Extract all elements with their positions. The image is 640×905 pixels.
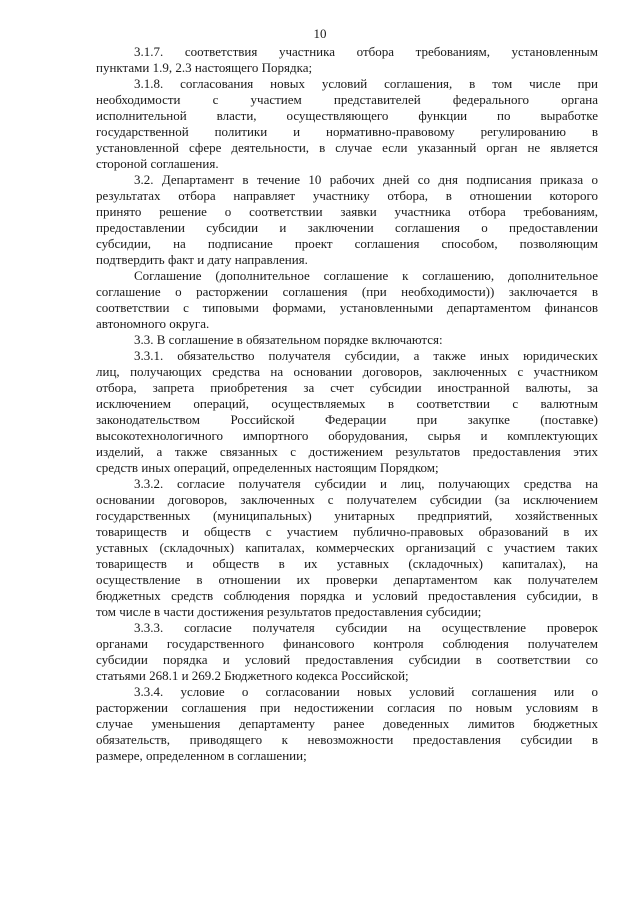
text-line: 3.3. В соглашение в обязательном порядке включаются: <box>134 332 443 347</box>
text-line: обязательств, приводящего к невозможности предоставления субсидии в <box>96 732 598 747</box>
text-line: 3.1.8. согласования новых условий соглашения, в том числе при <box>134 76 598 91</box>
text-line: законодательством Российской Федерации при закупке (поставке) <box>96 412 598 427</box>
text-line: уставных (складочных) капиталах, коммерческих организаций с участием таких <box>96 540 598 555</box>
text-line: товариществ и обществ в их уставных (складочных) капиталах), на <box>96 556 598 571</box>
text-line: изделий, а также связанных с достижением результатов предоставления этих <box>96 444 598 459</box>
text-line: предоставлении субсидии и заключении соглашения о предоставлении <box>96 220 598 235</box>
text-line: 3.1.7. соответствия участника отбора требованиям, установленным <box>134 44 598 59</box>
text-line: принято решение о соответствии заявки участника отбора требованиям, <box>96 204 598 219</box>
text-line: исполнительной власти, осуществляющего функции по выработке <box>96 108 598 123</box>
text-line: случае уменьшения департаменту ранее доведенных лимитов бюджетных <box>96 716 598 731</box>
text-line: необходимости с участием представителей федерального органа <box>96 92 598 107</box>
text-line: пунктами 1.9, 2.3 настоящего Порядка; <box>96 60 313 75</box>
text-line: подтвердить факт и дату направления. <box>96 252 308 267</box>
text-line: Соглашение (дополнительное соглашение к соглашению, дополнительное <box>134 268 598 283</box>
text-line: соответствии с типовыми формами, установленными департаментом финансов <box>96 300 598 315</box>
text-line: средств иных операций, определенных настоящим Порядком; <box>96 460 439 475</box>
text-line: отбора, запрета приобретения за счет субсидии иностранной валюты, за <box>96 380 598 395</box>
text-line: исключением операций, осуществляемых в соответствии с валютным <box>96 396 598 411</box>
text-line: 3.3.2. согласие получателя субсидии и лиц, получающих средства на <box>134 476 598 491</box>
text-line: соглашение о расторжении соглашения (при необходимости)) заключается в <box>96 284 598 299</box>
text-line: результатах отбора направляет участнику отбора, в отношении которого <box>96 188 598 203</box>
text-line: автономного округа. <box>96 316 210 331</box>
text-line: государственной политики и нормативно-правовому регулированию в <box>96 124 598 139</box>
text-line: 3.3.3. согласие получателя субсидии на осуществление проверок <box>134 620 598 635</box>
text-line: субсидии, на подписание проект соглашения способом, позволяющим <box>96 236 598 251</box>
text-line: 3.3.1. обязательство получателя субсидии, а также иных юридических <box>134 348 598 363</box>
text-line: установленной сфере деятельности, в случае если указанный орган не является <box>96 140 598 155</box>
text-line: стороной соглашения. <box>96 156 219 171</box>
text-line: государственных (муниципальных) унитарных предприятий, хозяйственных <box>96 508 598 523</box>
text-line: 3.3.4. условие о согласовании новых условий соглашения или о <box>134 684 598 699</box>
text-line: 3.2. Департамент в течение 10 рабочих дней со дня подписания приказа о <box>134 172 598 187</box>
text-line: бюджетных средств соблюдения порядка и условий предоставления субсидии, в <box>96 588 598 603</box>
text-line: субсидии порядка и условий предоставления субсидии в соответствии со <box>96 652 598 667</box>
text-line: статьями 268.1 и 269.2 Бюджетного кодекса Российской; <box>96 668 409 683</box>
text-line: том числе в части достижения результатов предоставления субсидии; <box>96 604 482 619</box>
text-line: основании договоров, заключенных с получателем субсидии (за исключением <box>96 492 598 507</box>
text-line: лиц, получающих средства на основании договоров, заключенных с участником <box>96 364 598 379</box>
text-line: расторжении соглашения при недостижении согласия по новым условиям в <box>96 700 598 715</box>
text-line: товариществ и обществ с участием публично-правовых образований в их <box>96 524 598 539</box>
text-line: высокотехнологичного импортного оборудования, сырья и комплектующих <box>96 428 598 443</box>
text-line: органами государственного финансового контроля соблюдения получателем <box>96 636 598 651</box>
text-line: размере, определенном в соглашении; <box>96 748 307 763</box>
text-line: осуществление в отношении их проверки департаментом как получателем <box>96 572 598 587</box>
page-number: 10 <box>313 26 327 41</box>
